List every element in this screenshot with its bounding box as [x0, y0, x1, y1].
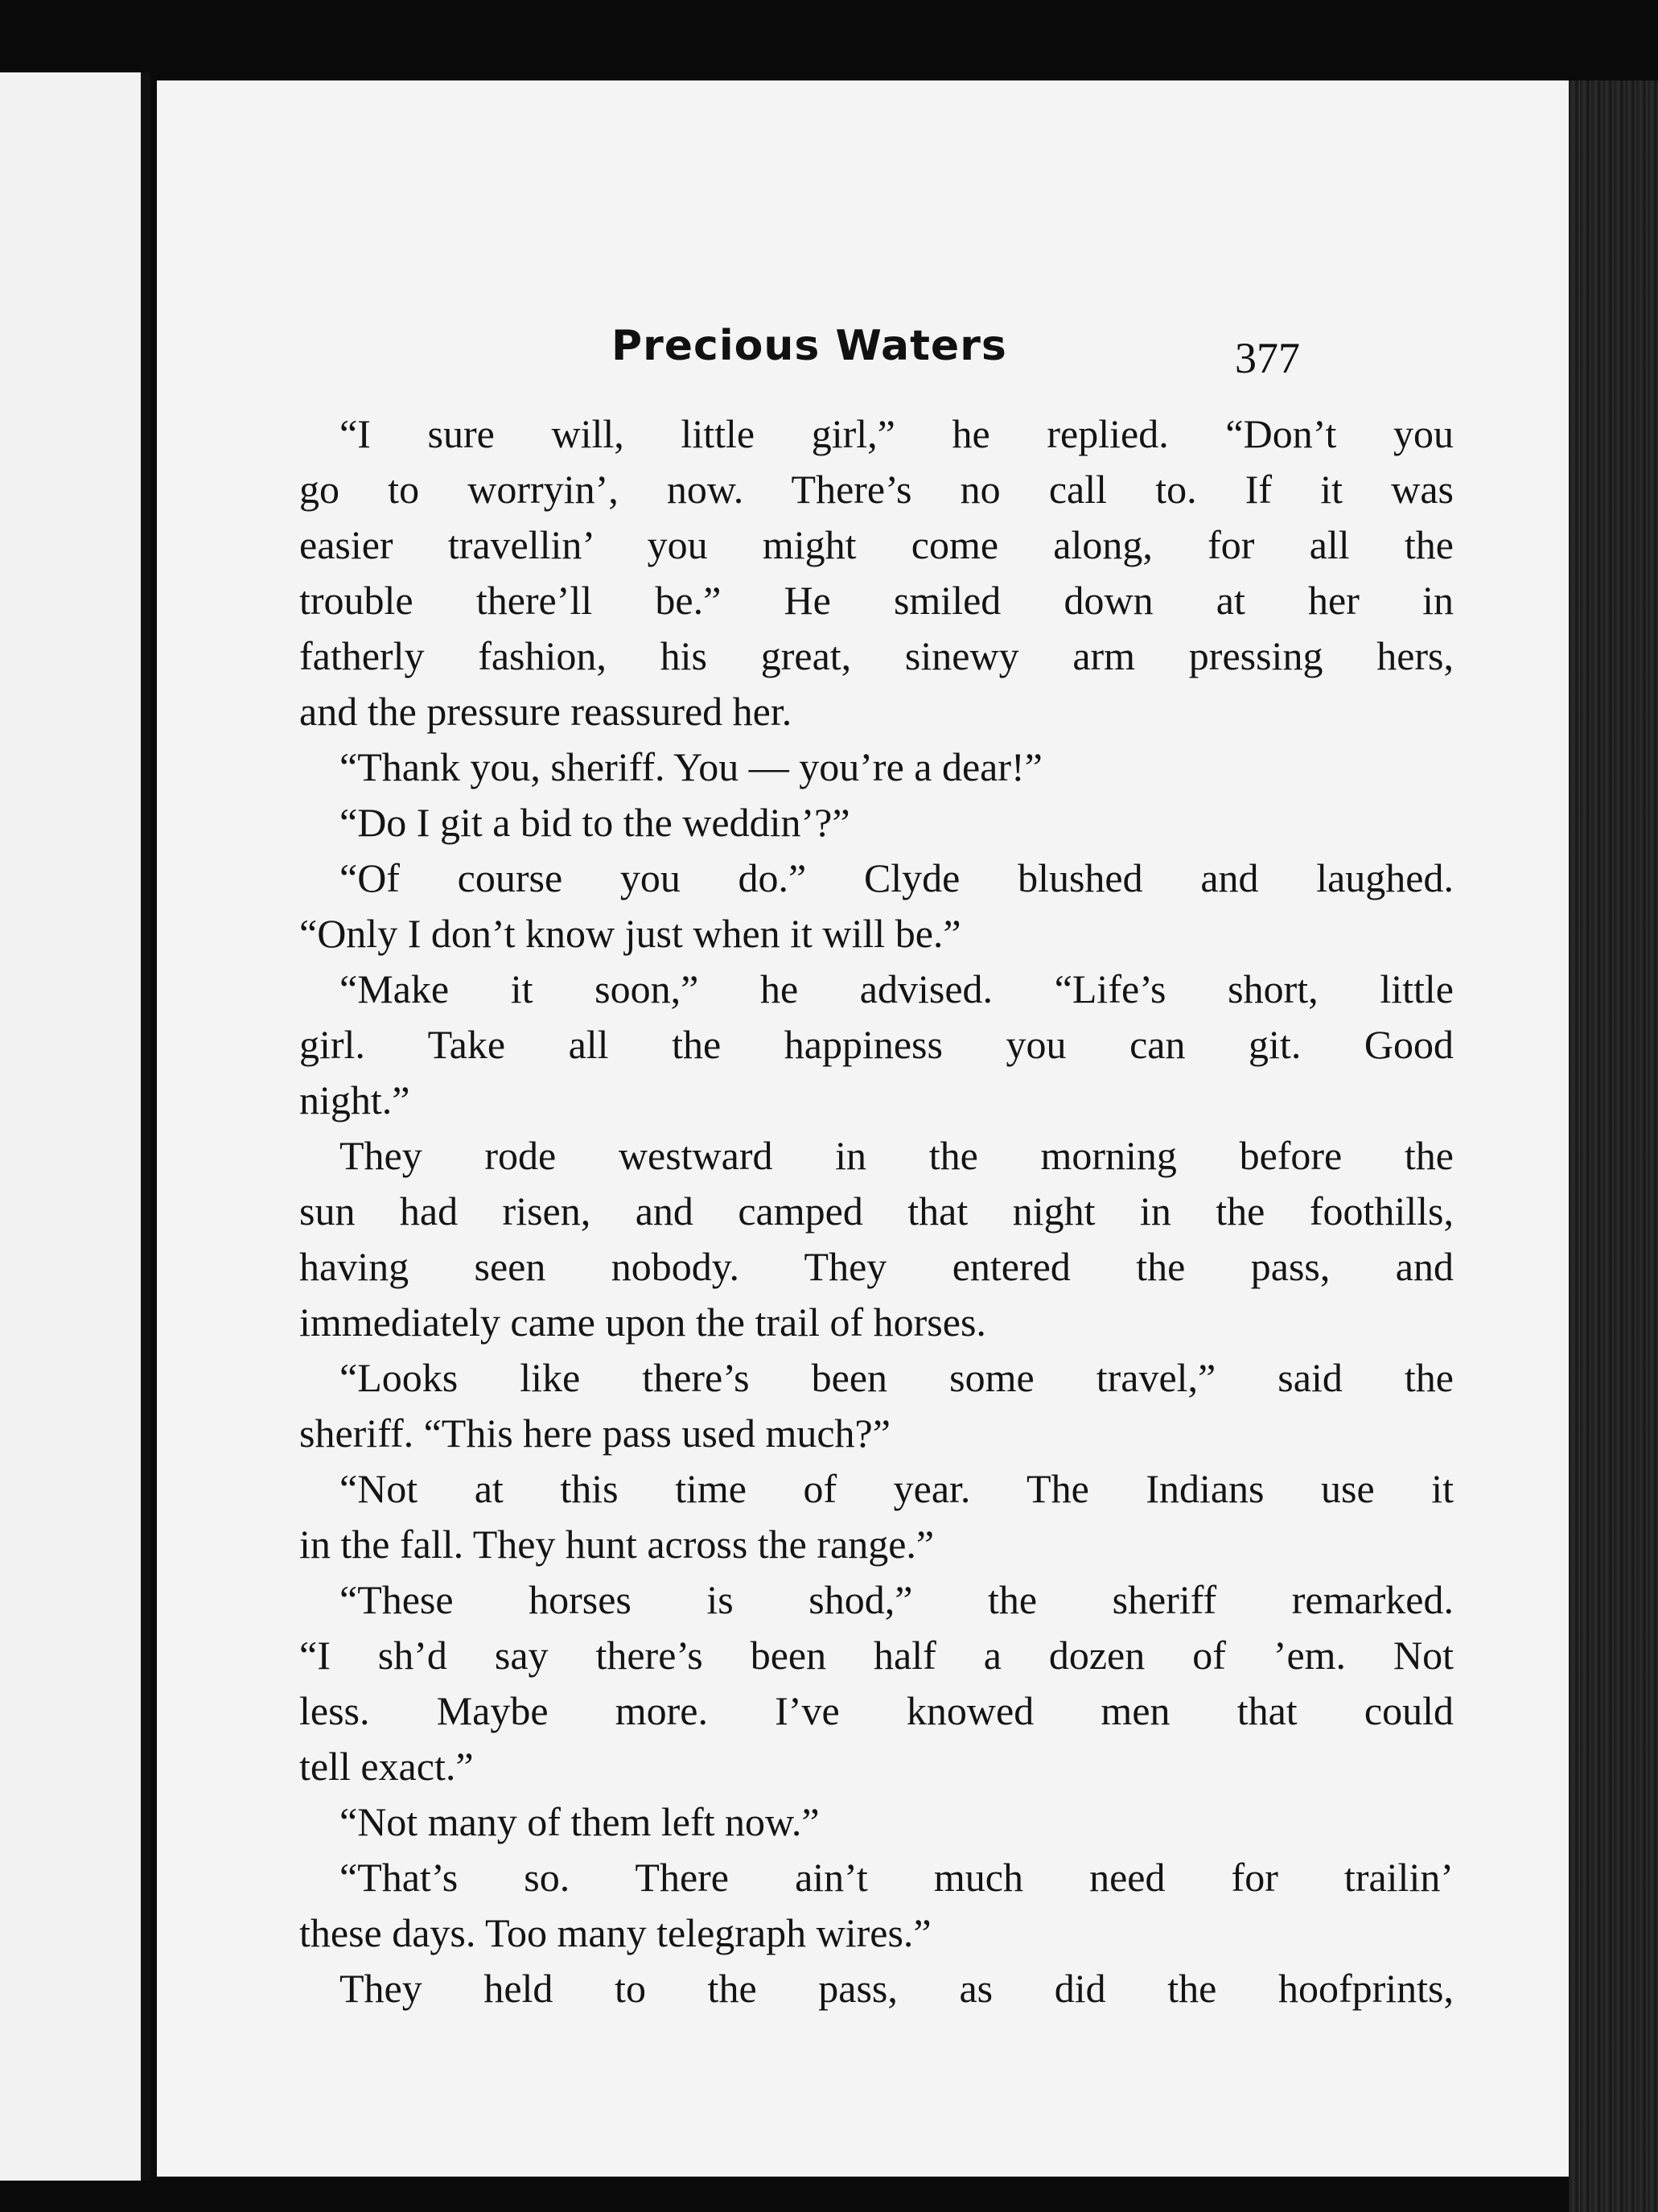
gutter-fold: [141, 72, 150, 2181]
text-line: “Not at this time of year. The Indians use it: [339, 1466, 1454, 1511]
running-head: [157, 322, 1569, 386]
text-line: “Not many of them left now.”: [339, 1799, 820, 1844]
text-line: tell exact.”: [299, 1744, 474, 1789]
text-line: immediately came upon the trail of horses.: [299, 1300, 986, 1345]
previous-page-margin: [0, 72, 145, 2181]
text-line: night.”: [299, 1077, 410, 1122]
chapter-title: Precious Waters: [611, 322, 1007, 370]
text-line: “Only I don’t know just when it will be.”: [299, 911, 961, 956]
page-number: 377: [1235, 334, 1300, 382]
text-line: these days. Too many telegraph wires.”: [299, 1910, 932, 1955]
text-line: less. Maybe more. I’ve knowed men that could: [299, 1688, 1454, 1733]
text-line: They held to the pass, as did the hoofprints,: [339, 1966, 1454, 2011]
text-line: “Looks like there’s been some travel,” said the: [339, 1355, 1454, 1400]
text-line: sheriff. “This here pass used much?”: [299, 1411, 891, 1456]
text-line: “I sh’d say there’s been half a dozen of ’em. Not: [299, 1633, 1454, 1678]
text-line: “Of course you do.” Clyde blushed and laughed.: [339, 855, 1454, 900]
text-line: They rode westward in the morning before the: [339, 1133, 1454, 1178]
text-line: “I sure will, little girl,” he replied. “Don’t you: [339, 411, 1454, 456]
book-edge: [1569, 80, 1658, 2212]
body-text: [299, 406, 1454, 2016]
text-line: girl. Take all the happiness you can git. Good: [299, 1022, 1454, 1067]
text-line: in the fall. They hunt across the range.”: [299, 1522, 935, 1567]
text-line: go to worryin’, now. There’s no call to. If it was: [299, 467, 1454, 512]
text-line: easier travellin’ you might come along, for all the: [299, 522, 1454, 567]
text-line: having seen nobody. They entered the pass, and: [299, 1244, 1454, 1289]
text-line: “These horses is shod,” the sheriff remarked.: [339, 1577, 1454, 1622]
text-line: sun had risen, and camped that night in the foothills,: [299, 1188, 1454, 1234]
text-line: and the pressure reassured her.: [299, 689, 792, 734]
text-line: “Make it soon,” he advised. “Life’s short, little: [339, 966, 1454, 1011]
text-line: “Thank you, sheriff. You — you’re a dear!”: [339, 744, 1043, 789]
text-line: trouble there’ll be.” He smiled down at her in: [299, 578, 1454, 623]
text-line: “That’s so. There ain’t much need for trailin’: [339, 1855, 1454, 1900]
text-line: “Do I git a bid to the weddin’?”: [339, 800, 850, 845]
book-page: [157, 80, 1569, 2177]
text-line: fatherly fashion, his great, sinewy arm pressing hers,: [299, 633, 1454, 678]
